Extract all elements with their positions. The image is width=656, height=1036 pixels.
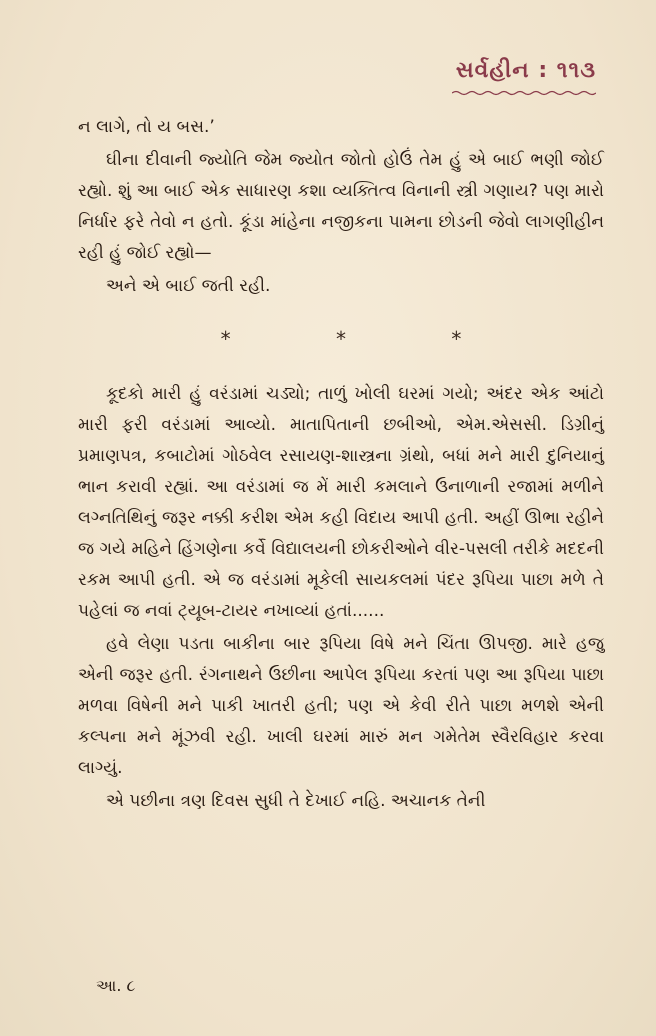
separator-star: * — [220, 327, 231, 351]
paragraph: અને એ બાઈ જતી રહી. — [106, 276, 271, 296]
page-header: સર્વહીન : ૧૧૩ — [455, 58, 596, 83]
page-signature-mark: આ. ૮ — [96, 976, 136, 995]
paragraph: એ પછીના ત્રણ દિવસ સુધી તે દેખાઈ નહિ. અચાનક તેની — [106, 791, 486, 811]
separator-star: * — [451, 327, 462, 351]
section-separator — [78, 324, 604, 355]
paragraph: કૂદકો મારી હું વરંડામાં ચડ્યો; તાળું ખોલી ઘરમાં ગયો; અંદર એક આંટો મારી ફરી વરંડામાં આવ્યો. માતાપિતાની છબીઓ, એમ.એસસી. ડિગ્રીનું પ્રમાણપત્ર, કબાટોમાં ગોઠવેલ રસાયણ-શાસ્ત્રના ગ્રંથો, બધાં મને મારી દુનિયાનું ભાન કરાવી રહ્યાં. આ વરંડામાં જ મેં મારી કમલાને ઉનાળાની રજામાં મળીને લગ્નતિથિનું જરૂર નક્કી કરીશ એમ કહી વિદાય આપી હતી. અહીં ઊભા રહીને જ ગયે મહિને હિંગણેના કર્વે વિદ્યાલયની છોકરીઓને વીર-પસલી તરીકે મદદની રકમ આપી હતી. એ જ વરંડામાં મૂકેલી સાયકલમાં પંદર રૂપિયા પાછા મળે તે પહેલાં જ નવાં ટ્યૂબ-ટાયર નખાવ્યાં હતાં...... — [78, 384, 604, 621]
paragraph: ઘીના દીવાની જ્યોતિ જેમ જ્યોત જોતો હોઉં તેમ હું એ બાઈ ભણી જોઈ રહ્યો. શું આ બાઈ એક સાધારણ કશા વ્યક્તિત્વ વિનાની સ્ત્રી ગણાય? પણ મારો નિર્ધાર ફરે તેવો ન હતો. કૂંડા માંહેના નજીકના પામના છોડની જેવો લાગણીહીન રહી હું જોઈ રહ્યો— — [78, 150, 604, 263]
page-content — [78, 112, 604, 819]
separator-star: * — [335, 327, 346, 351]
paragraph: ન લાગે, તો ય બસ.’ — [78, 117, 215, 137]
paragraph: હવે લેણા પડતા બાકીના બાર રૂપિયા વિષે મને ચિંતા ઊપજી. મારે હજુ એની જરૂર હતી. રંગનાથને ઉછીના આપેલ રૂપિયા કરતાં પણ આ રૂપિયા પાછા મળવા વિષેની મને પાકી ખાતરી હતી; પણ એ કેવી રીતે પાછા મળશે એની કલ્પના મને મૂંઝવી રહી. ખાલી ઘરમાં મારું મન ગમેતેમ સ્વૈરવિહાર કરવા લાગ્યું. — [78, 634, 604, 778]
header-wavy-underline — [452, 90, 596, 96]
